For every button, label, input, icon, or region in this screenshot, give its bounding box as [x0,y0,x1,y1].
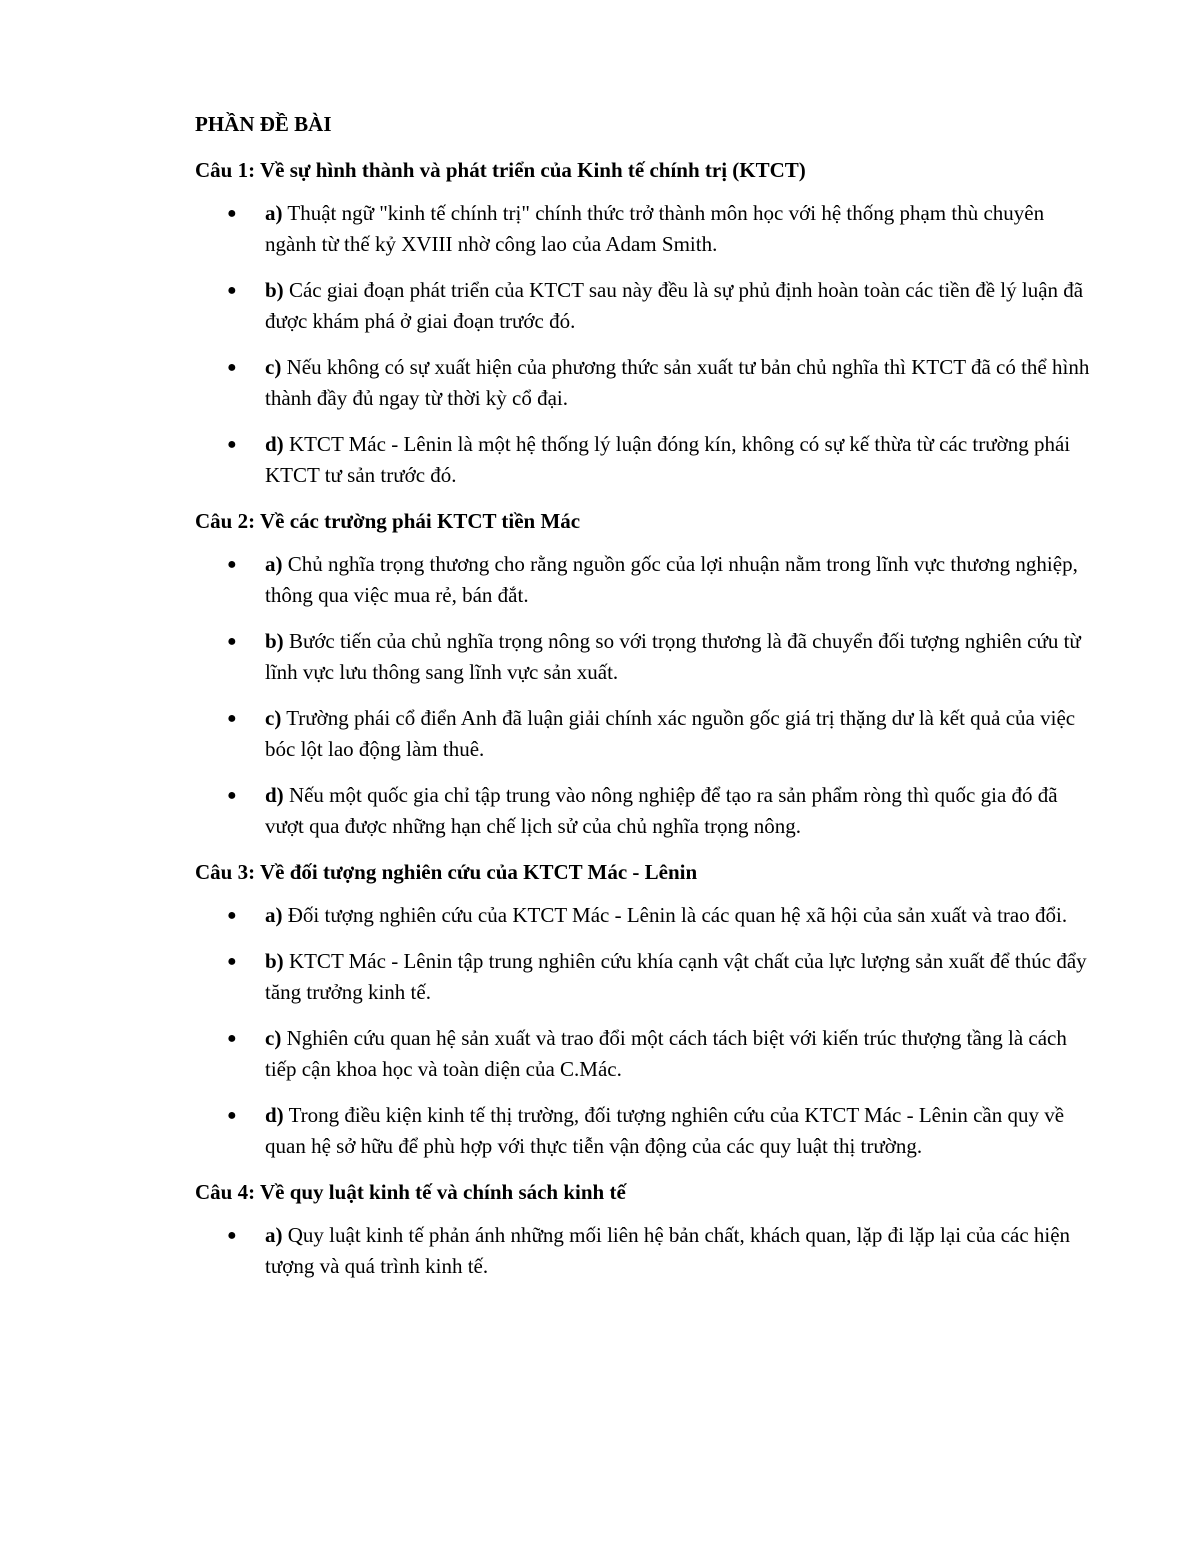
answer-letter: c) [265,1026,282,1050]
answer-item [195,703,1095,765]
answer-item [195,1023,1095,1085]
answer-item [195,1220,1095,1282]
answer-text: Nghiên cứu quan hệ sản xuất và trao đổi một cách tách biệt với kiến trúc thượng tầng là cách tiếp cận khoa học và toàn diện của C.Mác. [265,1026,1067,1081]
answer-list [195,900,1095,1162]
answer-letter: b) [265,629,284,653]
answer-item [195,275,1095,337]
bullet-icon: ● [227,436,237,453]
question-heading: Câu 3: Về đối tượng nghiên cứu của KTCT Mác - Lênin [195,860,698,884]
answer-letter: d) [265,432,284,456]
bullet-icon: ● [227,359,237,376]
question-heading: Câu 2: Về các trường phái KTCT tiền Mác [195,509,581,533]
bullet-icon: ● [227,1030,237,1047]
answer-item [195,549,1095,611]
bullet-icon: ● [227,633,237,650]
answer-letter: c) [265,706,282,730]
answer-item [195,626,1095,688]
answer-text: Đối tượng nghiên cứu của KTCT Mác - Lênin là các quan hệ xã hội của sản xuất và trao đổi. [287,903,1068,927]
answer-list [195,198,1095,491]
answer-letter: a) [265,903,283,927]
answer-text: Chủ nghĩa trọng thương cho rằng nguồn gốc của lợi nhuận nằm trong lĩnh vực thương nghiệp, thông qua việc mua rẻ, bán đắt. [265,552,1078,607]
answer-text: Thuật ngữ "kinh tế chính trị" chính thức trở thành môn học với hệ thống phạm thù chuyên ngành từ thế kỷ XVIII nhờ công lao của Adam Smith. [265,201,1045,256]
question-1 [195,154,1095,491]
question-3 [195,856,1095,1162]
answer-item [195,429,1095,491]
answer-letter: c) [265,355,282,379]
answer-text: Trường phái cổ điển Anh đã luận giải chính xác nguồn gốc giá trị thặng dư là kết quả của việc bóc lột lao động làm thuê. [265,706,1076,761]
answer-letter: d) [265,1103,284,1127]
question-heading: Câu 4: Về quy luật kinh tế và chính sách kinh tế [195,1180,626,1204]
answer-text: Bước tiến của chủ nghĩa trọng nông so với trọng thương là đã chuyển đối tượng nghiên cứu từ lĩnh vực lưu thông sang lĩnh vực sản xuất. [265,629,1081,684]
answer-text: Nếu không có sự xuất hiện của phương thức sản xuất tư bản chủ nghĩa thì KTCT đã có thể hình thành đầy đủ ngay từ thời kỳ cổ đại. [265,355,1090,410]
document-body [195,108,1095,1296]
bullet-icon: ● [227,907,237,924]
answer-letter: b) [265,278,284,302]
question-2 [195,505,1095,842]
bullet-icon: ● [227,787,237,804]
bullet-icon: ● [227,282,237,299]
answer-item [195,780,1095,842]
answer-text: Trong điều kiện kinh tế thị trường, đối tượng nghiên cứu của KTCT Mác - Lênin cần quy về quan hệ sở hữu để phù hợp với thực tiễn vận động của các quy luật thị trường. [265,1103,1065,1158]
answer-item [195,198,1095,260]
answer-text: KTCT Mác - Lênin là một hệ thống lý luận đóng kín, không có sự kế thừa từ các trường phái KTCT tư sản trước đó. [265,432,1071,487]
bullet-icon: ● [227,205,237,222]
answer-text: KTCT Mác - Lênin tập trung nghiên cứu khía cạnh vật chất của lực lượng sản xuất để thúc đẩy tăng trưởng kinh tế. [265,949,1087,1004]
bullet-icon: ● [227,1107,237,1124]
answer-letter: a) [265,1223,283,1247]
document-title: PHẦN ĐỀ BÀI [195,112,332,136]
answer-item [195,900,1095,931]
answer-list [195,1220,1095,1282]
answer-item [195,946,1095,1008]
answer-text: Quy luật kinh tế phản ánh những mối liên hệ bản chất, khách quan, lặp đi lặp lại của các hiện tượng và quá trình kinh tế. [265,1223,1071,1278]
bullet-icon: ● [227,953,237,970]
answer-list [195,549,1095,842]
answer-text: Nếu một quốc gia chỉ tập trung vào nông nghiệp để tạo ra sản phẩm ròng thì quốc gia đó đã vượt qua được những hạn chế lịch sử của chủ nghĩa trọng nông. [265,783,1058,838]
bullet-icon: ● [227,710,237,727]
answer-letter: b) [265,949,284,973]
answer-item [195,1100,1095,1162]
answer-letter: d) [265,783,284,807]
bullet-icon: ● [227,556,237,573]
answer-letter: a) [265,201,283,225]
question-4 [195,1176,1095,1282]
answer-text: Các giai đoạn phát triển của KTCT sau này đều là sự phủ định hoàn toàn các tiền đề lý luận đã được khám phá ở giai đoạn trước đó. [265,278,1084,333]
answer-item [195,352,1095,414]
bullet-icon: ● [227,1227,237,1244]
question-heading: Câu 1: Về sự hình thành và phát triển của Kinh tế chính trị (KTCT) [195,158,806,182]
answer-letter: a) [265,552,283,576]
